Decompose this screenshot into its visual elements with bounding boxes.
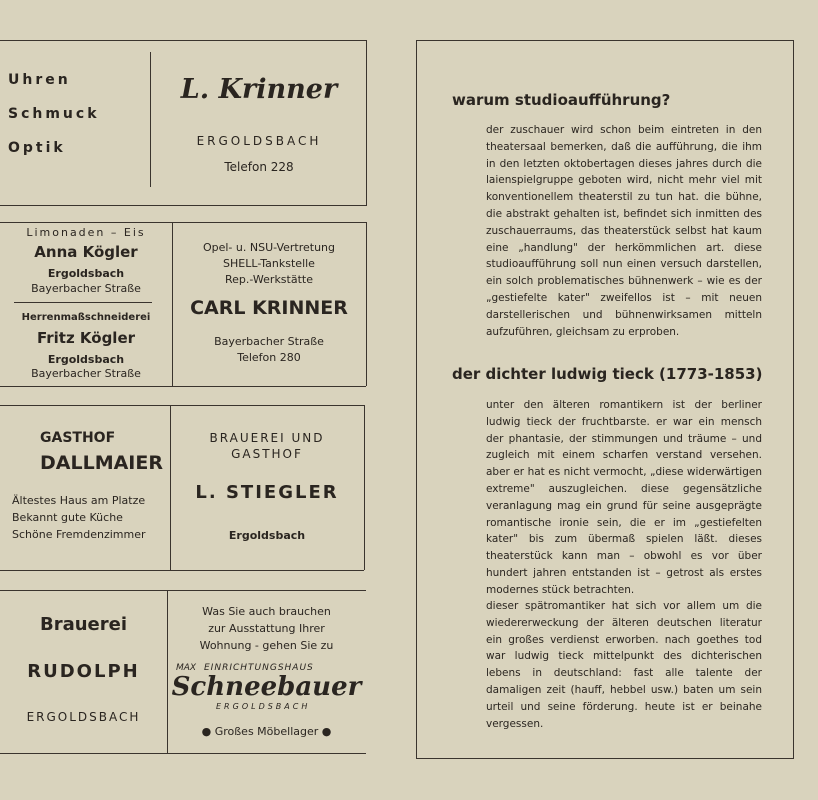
ad-line: Optik xyxy=(8,140,66,156)
business-logo-krinner: L. Krinner xyxy=(180,74,338,105)
ad-place: Ergoldsbach xyxy=(228,529,306,542)
divider xyxy=(0,570,364,571)
divider xyxy=(0,386,366,387)
ad-line: Schmuck xyxy=(8,106,100,122)
ad-line: Brauerei xyxy=(39,614,128,635)
business-logo-schneebauer: Schneebauer xyxy=(171,672,362,702)
ad-place: Ergoldsbach xyxy=(47,353,125,366)
ad-line: Opel- u. NSU-Vertretung xyxy=(202,241,336,254)
business-name-dallmaier: DALLMAIER xyxy=(40,452,163,474)
ad-place: ERGOLDSBACH xyxy=(196,134,322,148)
ad-feature: Bekannt gute Küche xyxy=(12,511,123,524)
article-paragraph: unter den älteren romantikern ist der berliner ludwig tieck der fruchtbarste. er war ein mensch der phantasie, der stimmungen und träume – und zugleich mit einem scharfen verstand versehen. aber er hat es nicht vermocht, „diese widerwärtigen extreme" auszugleichen. diese gegensätzliche veranlagung mag ein grund für seine ausgeprägte romantische ironie sein, die er im „gestiefelten kater" bis zum übermaß spielen läßt. dieses theaterstück kann man – obwohl es vor über hundert jahren entstanden ist – getrost als erstes modernes stück betrachten. xyxy=(486,399,762,596)
ad-phone: Telefon 280 xyxy=(237,351,301,364)
ad-place: ERGOLDSBACH xyxy=(26,710,141,724)
ad-line: Uhren xyxy=(8,72,71,88)
ad-tagline: Herrenmaßschneiderei xyxy=(21,312,151,323)
ad-feature: Schöne Fremdenzimmer xyxy=(12,528,146,541)
business-name-fritz-kogler: Fritz Kögler xyxy=(36,329,136,347)
ad-footer-text: Großes Möbellager xyxy=(214,725,319,738)
ad-street: Bayerbacher Straße xyxy=(31,282,141,295)
ad-place: Ergoldsbach xyxy=(47,267,125,280)
ad-street: Bayerbacher Straße xyxy=(31,367,141,380)
divider xyxy=(0,222,366,223)
ad-line: GASTHOF xyxy=(231,447,303,461)
ad-logo-tag: EINRICHTUNGSHAUS xyxy=(204,663,314,673)
article-heading: der dichter ludwig tieck (1773-1853) xyxy=(452,365,763,383)
article-paragraph: der zuschauer wird schon beim eintreten in den theatersaal bemerken, daß die aufführung, die ihm in den letzten oktobertagen dieses jahres durch die laienspielgruppe geboten wird, nicht mehr viel mit konventionellem theaterstil zu tun hat. die bühne, die abstrakt gehalten ist, befindet sich inmitten des zuschauerraums, das theaterstück selbst hat kaum eine „handlung" der herkömmlichen art. diese studioaufführung soll nun einen versuch darstellen, ein solch problematisches bühnenwerk – wie es der „gestiefelte kater" zweifellos ist – mit neuen darstellerischen und bühnenwirksamen mitteln aufzuführen, gleichsam zu erproben. xyxy=(486,124,762,338)
ad-footer: ● Großes Möbellager ● xyxy=(201,725,332,738)
ad-line: Rep.-Werkstätte xyxy=(225,273,313,286)
divider xyxy=(0,405,364,406)
business-name-stiegler: L. STIEGLER xyxy=(195,482,339,503)
divider xyxy=(0,205,366,206)
ad-line: GASTHOF xyxy=(40,430,116,446)
divider xyxy=(150,52,151,187)
article-paragraph: dieser spätromantiker hat sich vor allem um die wiedererweckung der älteren deutschen literatur ein großes verdienst erworben. nach goethes tod war ludwig tieck mittelpunkt des dichterischen lebens in deutschland: fast alle talente der damaligen zeit (hauff, hebbel usw.) baten um sein urteil und seine förderung. heute ist er beinahe vergessen. xyxy=(486,600,762,730)
ad-tagline: Limonaden – Eis xyxy=(26,226,146,239)
divider xyxy=(366,222,367,386)
ad-line: SHELL-Tankstelle xyxy=(223,257,315,270)
ad-text: Wohnung - gehen Sie zu xyxy=(199,639,334,652)
business-name-rudolph: RUDOLPH xyxy=(27,661,140,682)
divider xyxy=(0,753,366,754)
ad-text: Was Sie auch brauchen xyxy=(202,605,331,618)
ad-logo-prefix: MAX xyxy=(176,663,197,673)
divider xyxy=(0,590,366,591)
divider xyxy=(14,302,152,303)
divider xyxy=(0,40,366,41)
ad-feature: Ältestes Haus am Platze xyxy=(12,494,146,507)
ad-street: Bayerbacher Straße xyxy=(214,335,324,348)
ad-logo-place: ERGOLDSBACH xyxy=(216,702,311,711)
ad-line: BRAUEREI UND xyxy=(209,431,325,445)
business-name-anna-kogler: Anna Kögler xyxy=(34,243,138,261)
divider xyxy=(364,405,365,570)
article-heading: warum studioaufführung? xyxy=(452,91,671,109)
ad-phone: Telefon 228 xyxy=(224,160,294,174)
divider xyxy=(366,40,367,206)
business-name-carl-krinner: CARL KRINNER xyxy=(190,297,348,319)
ad-text: zur Ausstattung Ihrer xyxy=(208,622,325,635)
